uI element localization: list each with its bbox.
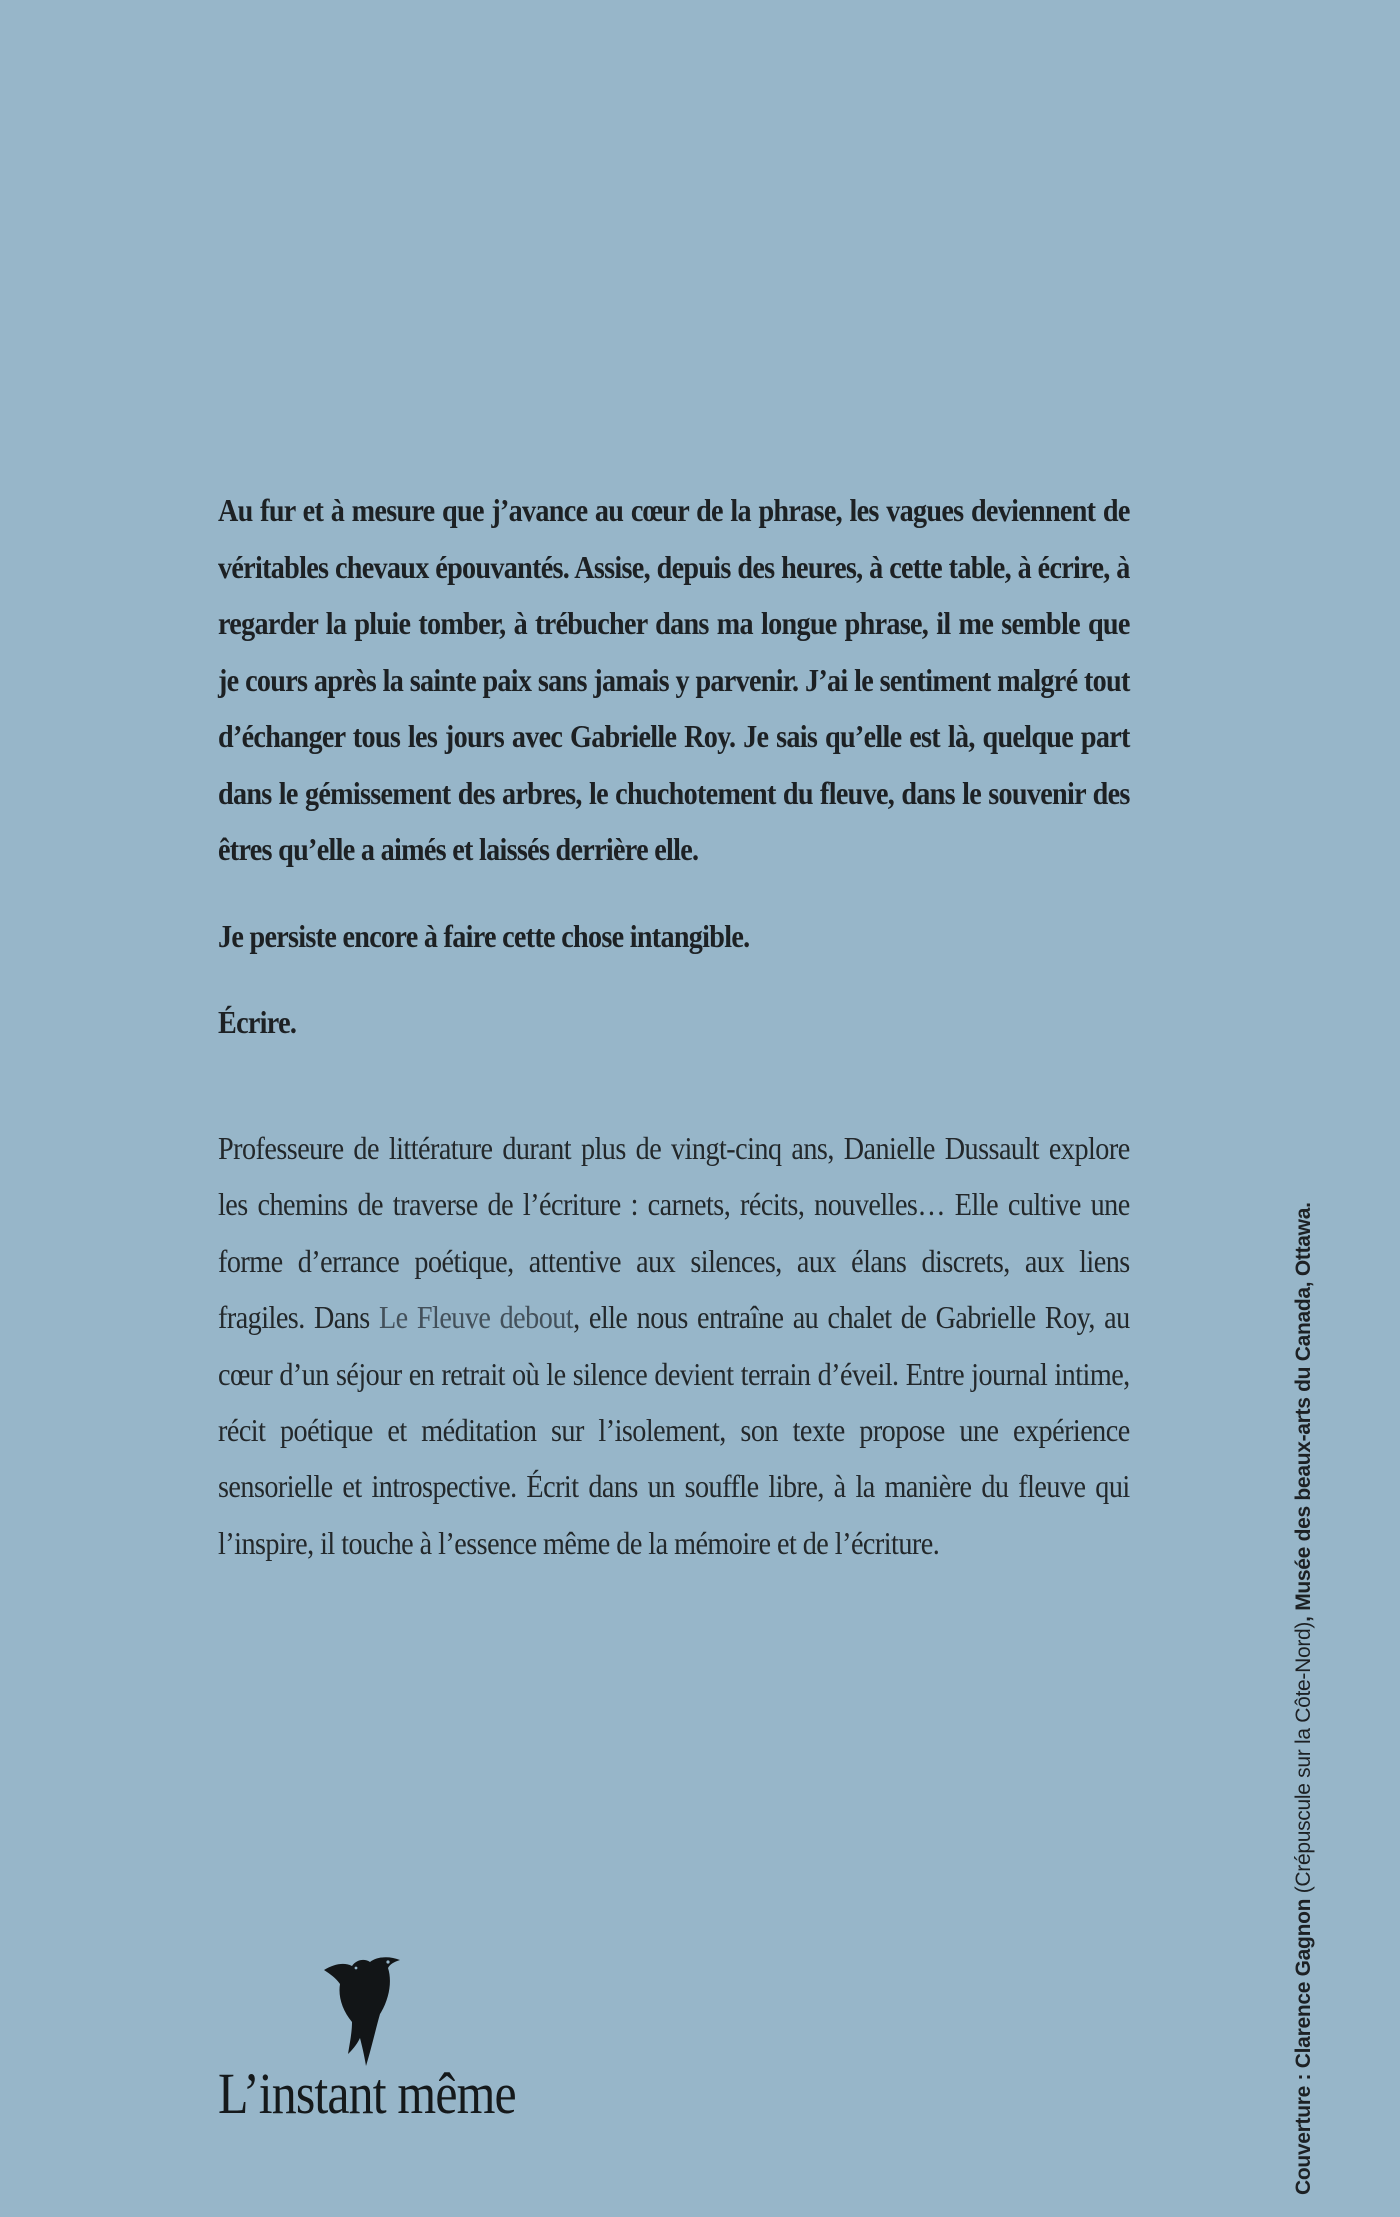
book-title: Le Fleuve debout: [378, 1299, 574, 1336]
author-bio: [218, 1120, 1130, 1571]
excerpt-paragraph-2: Je persiste encore à faire cette chose intangible.: [218, 917, 750, 954]
back-cover-excerpt: [218, 482, 1130, 1081]
raven-icon: [318, 1950, 404, 2070]
cover-credit: [1290, 1202, 1318, 2195]
publisher-logo: [218, 1950, 538, 2150]
author-bio-paragraph: [218, 1120, 1130, 1571]
bio-text-part-1: Professeure de littérature durant plus de vingt-cinq ans, Danielle Dussault explore les chemins de traverse de l’écriture : carnets, récits, nouvelles… Elle cultive une forme d’errance poétique, attentive aux silences, aux élans discrets, aux liens fragiles. Dans: [218, 1130, 1130, 1336]
excerpt-paragraph-1: Au fur et à mesure que j’avance au cœur de la phrase, les vagues deviennent de véritables chevaux épouvantés. Assise, depuis des heures, à cette table, à écrire, à regarder la pluie tomber, à trébucher dans ma longue phrase, il me semble que je cours après la sainte paix sans jamais y parvenir. J’ai le sentiment malgré tout d’échanger tous les jours avec Gabrielle Roy. Je sais qu’elle est là, quelque part dans le gémissement des arbres, le chuchotement du fleuve, dans le souvenir des êtres qu’elle a aimés et laissés derrière elle.: [218, 492, 1130, 867]
cover-credit-work: (Crépuscule sur la Côte-Nord): [1292, 1621, 1315, 1894]
bio-text-part-2: , elle nous entraîne au chalet de Gabrielle Roy, au cœur d’un séjour en retrait où le silence devient terrain d’éveil. Entre journal intime, récit poétique et méditation sur l’isolement, son texte propose une expérience sensorielle et introspective. Écrit dans un souffle libre, à la manière du fleuve qui l’inspire, il touche à l’essence même de la mémoire et de l’écriture.: [218, 1299, 1130, 1561]
cover-credit-tail: , Musée des beaux-arts du Canada, Ottawa.: [1292, 1202, 1315, 1622]
cover-credit-lead: Couverture : Clarence Gagnon: [1292, 1898, 1315, 2195]
excerpt-paragraph-3: Écrire.: [218, 1004, 297, 1040]
publisher-name: L’instant même: [218, 2061, 516, 2126]
